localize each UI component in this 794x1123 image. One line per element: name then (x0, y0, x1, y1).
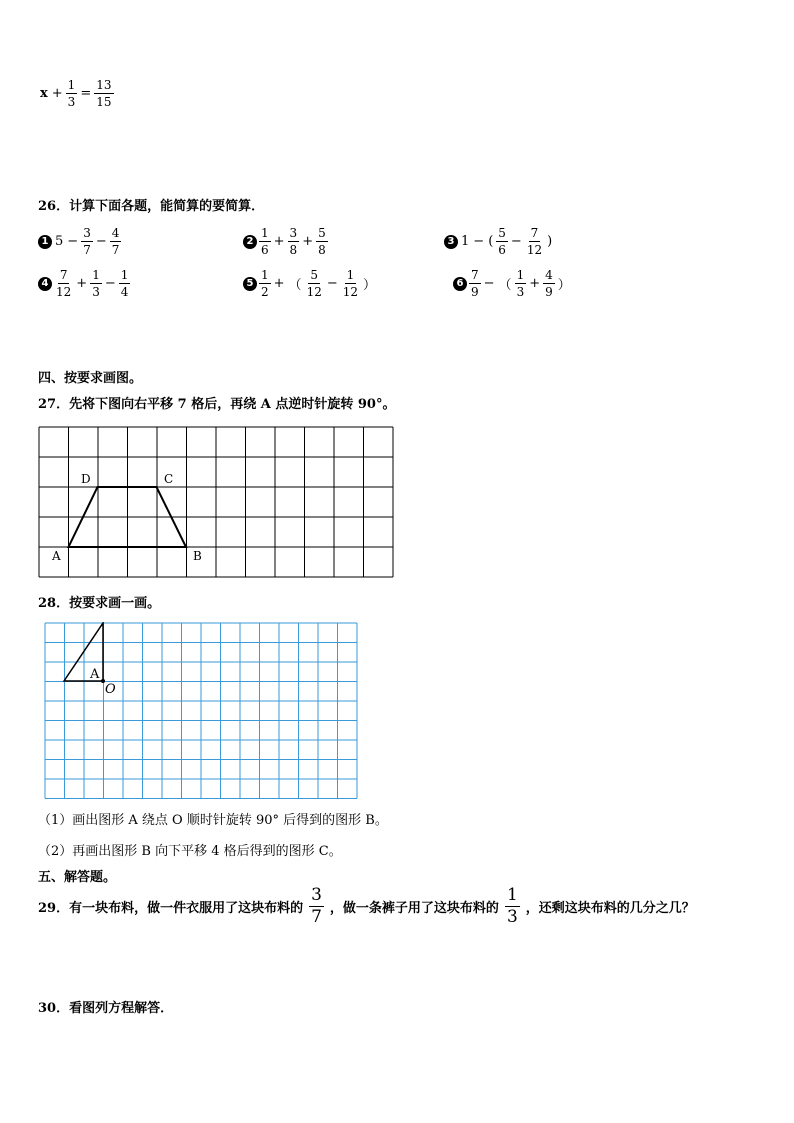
section-4-title: 四、按要求画图。 (38, 371, 143, 386)
question-30-title: 30．看图列方程解答． (38, 1001, 174, 1016)
label-d: D (81, 472, 91, 486)
equals-sign: = (80, 86, 92, 101)
section-5-title: 五、解答题。 (38, 870, 117, 885)
question-28-sub-2: （2）再画出图形 B 向下平移 4 格后得到的图形 C。 (38, 844, 342, 859)
circled-number: 3 (444, 235, 458, 249)
label-a: A (90, 667, 100, 682)
problem-26-5: 5 $\frac{1}{2}$ + （ $\frac{5}{12}$ − $\frac{1}{12}$ ） (243, 268, 378, 299)
question-28-sub-1: （1）画出图形 A 绕点 O 顺时针旋转 90° 后得到的图形 B。 (38, 813, 388, 828)
question-28-title: 28．按要求画一画。 (38, 596, 161, 611)
problem-26-3: 3 1 − ( $\frac{5}{6}$ − $\frac{7}{12}$ ) (444, 226, 554, 257)
circled-number: 6 (453, 277, 467, 291)
label-a: A (52, 549, 61, 563)
plus-sign: + (51, 86, 63, 101)
problem-26-6: 6 $\frac{7}{9}$ − （ $\frac{1}{3}$ + $\frac{4}{9}$ ） (453, 268, 573, 299)
question-26-title: 26．计算下面各题，能简算的要简算． (38, 199, 265, 214)
equation-25 (38, 78, 115, 109)
problem-26-2: 2 $\frac{1}{6}$ + $\frac{3}{8}$ + $\frac{5}{8}$ (243, 226, 329, 257)
fraction: $\frac{13}{15}$ (96, 78, 112, 109)
label-o: O (105, 682, 116, 697)
grid-28 (44, 622, 360, 800)
problem-26-4: 4 $\frac{7}{12}$ + $\frac{1}{3}$ − $\frac{1}{4}$ (38, 268, 131, 299)
question-29: 29．有一块布料，做一件衣服用了这块布料的 $\frac{3}{7}$ ，做一条裤子用了这块布料的 $\frac{1}{3}$ ，还剩这块布料的几分之几？ (38, 885, 695, 927)
circled-number: 1 (38, 235, 52, 249)
grid-27 (38, 425, 394, 579)
label-b: B (193, 549, 202, 563)
circled-number: 4 (38, 277, 52, 291)
label-c: C (164, 472, 174, 486)
variable-x: x (40, 86, 48, 101)
circled-number: 5 (243, 277, 257, 291)
fraction: $\frac{1}{3}$ (67, 78, 76, 109)
question-27-title: 27．先将下图向右平移 7 格后，再绕 A 点逆时针旋转 90°。 (38, 397, 396, 412)
circled-number: 2 (243, 235, 257, 249)
problem-26-1: 1 5 − $\frac{3}{7}$ − $\frac{4}{7}$ (38, 226, 122, 257)
